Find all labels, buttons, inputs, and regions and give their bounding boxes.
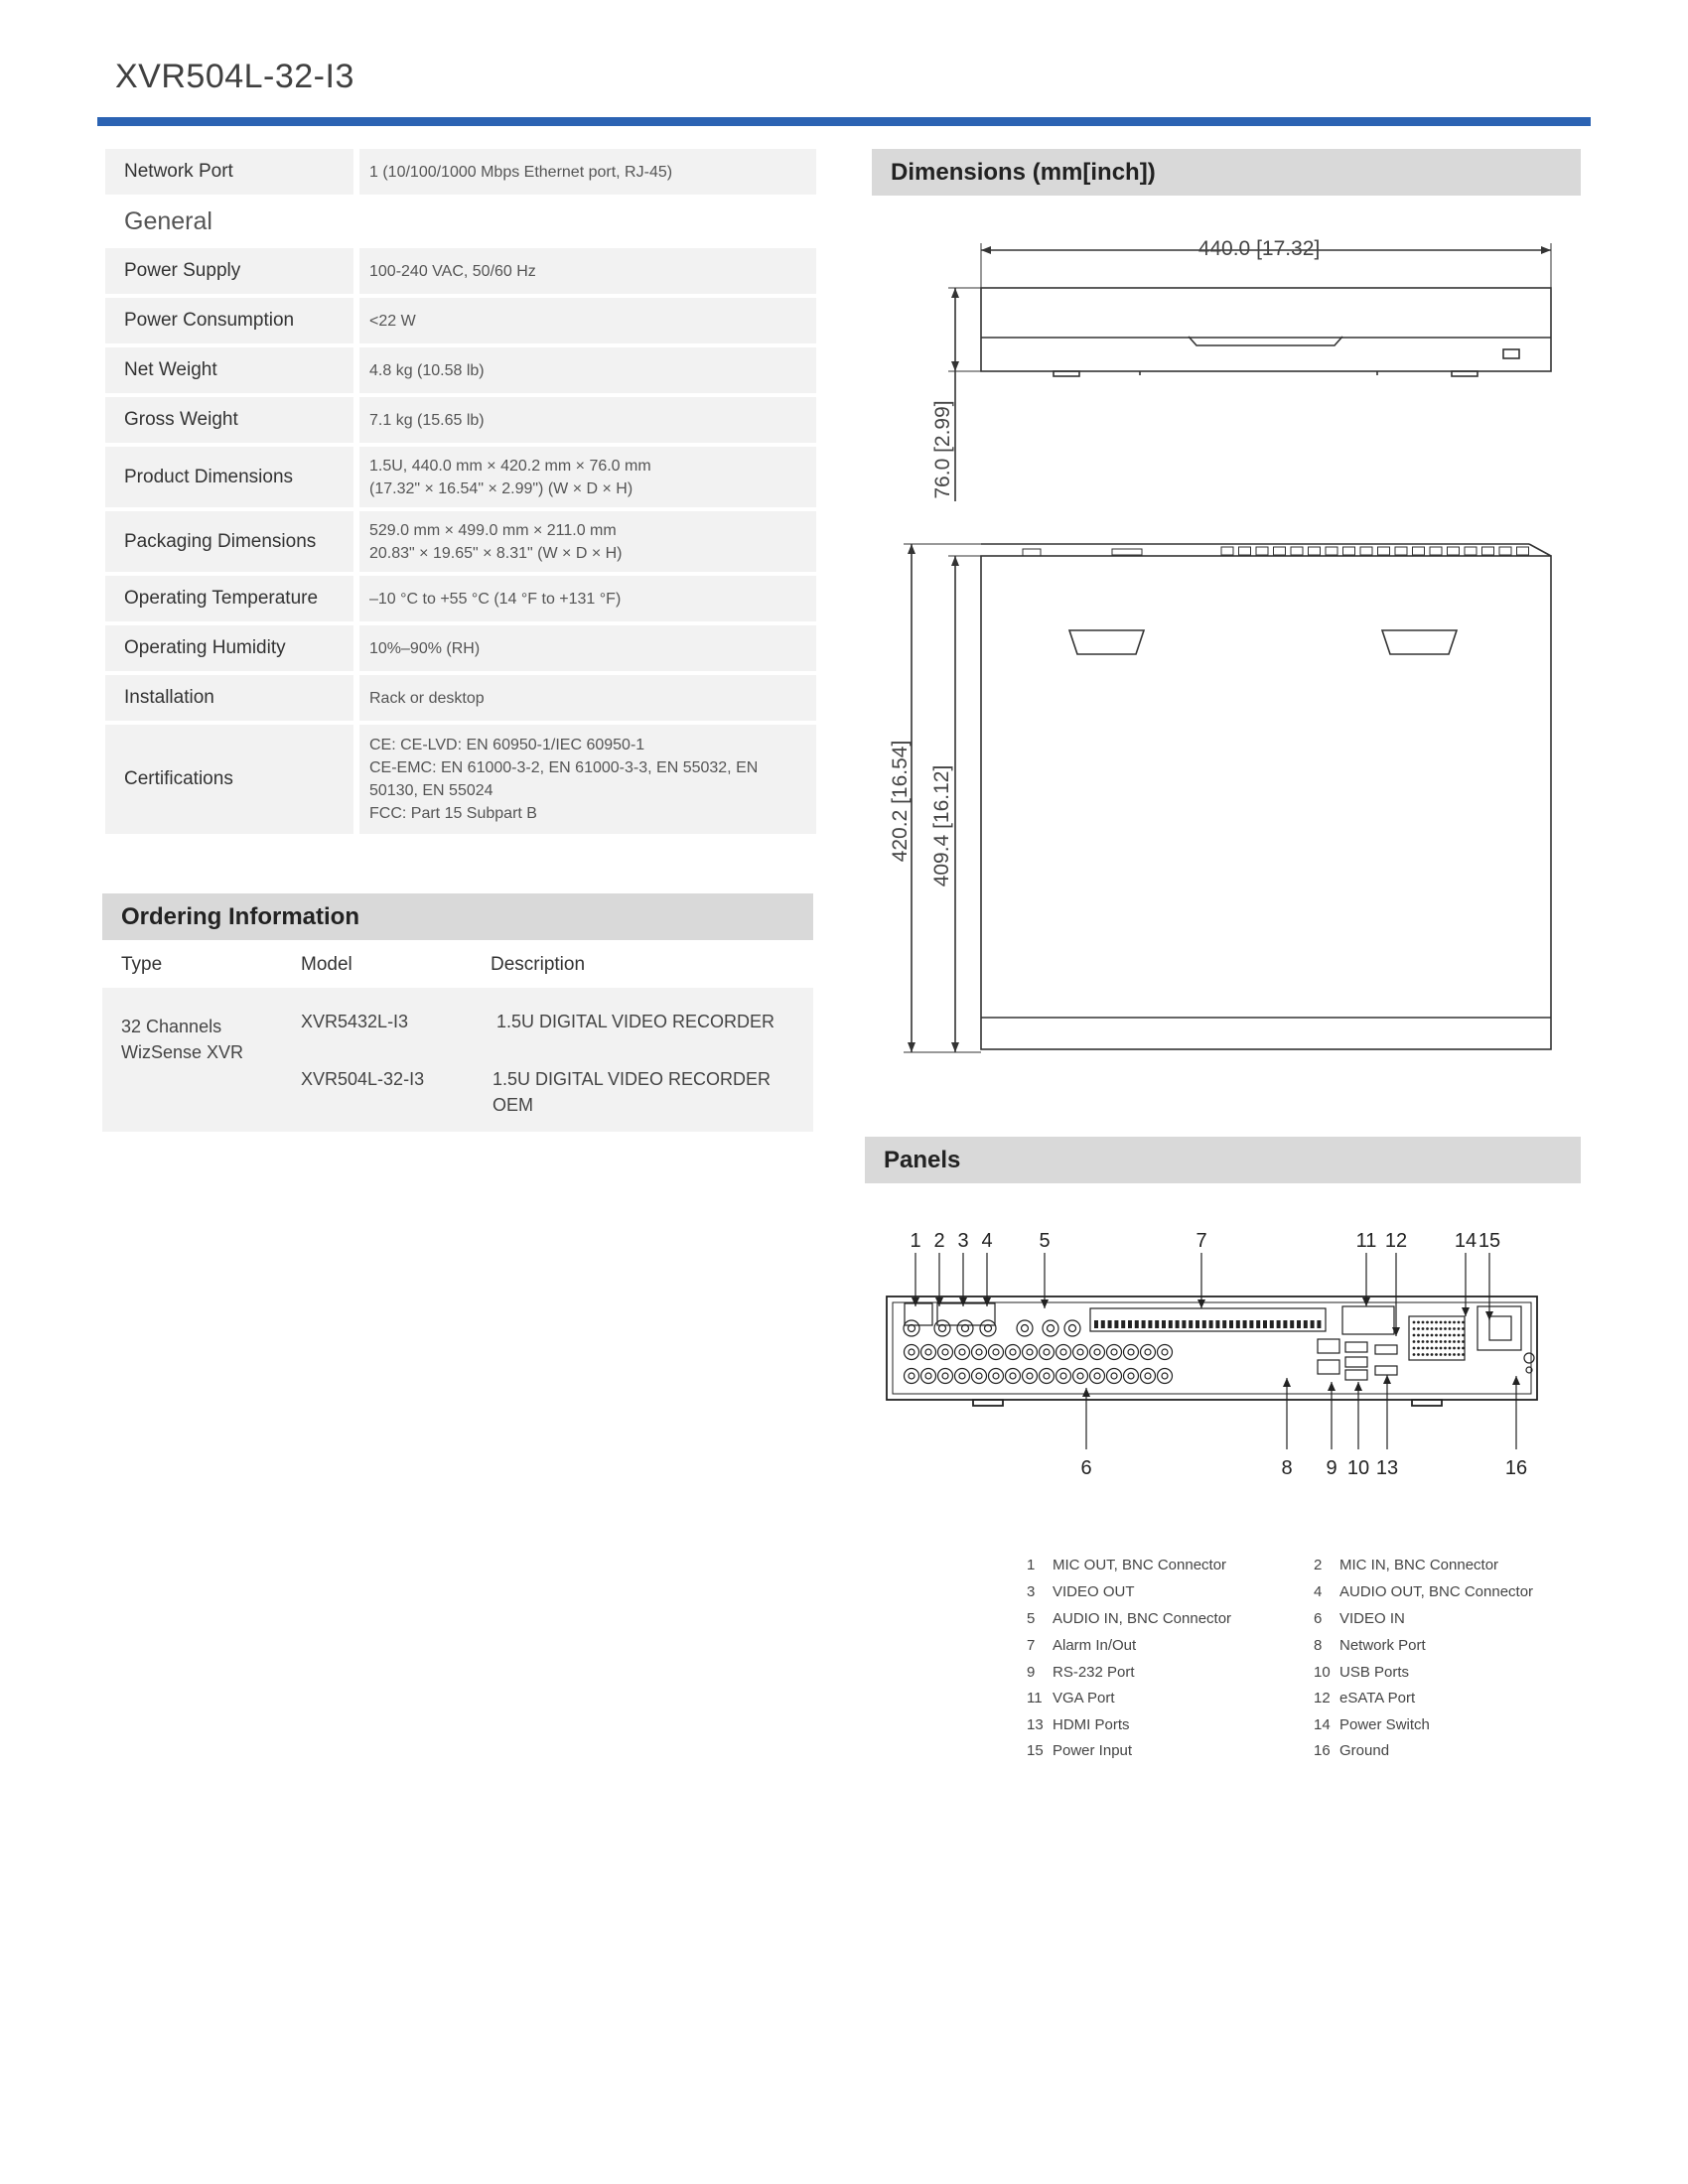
fan-grille-hole xyxy=(1444,1353,1447,1356)
callout-arrow xyxy=(1512,1376,1520,1385)
fan-grille-hole xyxy=(1462,1327,1465,1330)
fan-grille-hole xyxy=(1417,1321,1420,1324)
fan-grille-hole xyxy=(1458,1334,1461,1337)
spec-value: 4.8 kg (10.58 lb) xyxy=(359,347,816,393)
alarm-pin xyxy=(1094,1320,1098,1328)
fan-grille-hole xyxy=(1426,1327,1429,1330)
fan-grille-hole xyxy=(1413,1327,1416,1330)
bnc-connector xyxy=(976,1349,982,1355)
bnc-connector xyxy=(1111,1373,1117,1379)
fan-grille-hole xyxy=(1431,1334,1434,1337)
fan-grille-hole xyxy=(1462,1347,1465,1350)
bnc-connector xyxy=(972,1345,987,1360)
spec-value: 1 (10/100/1000 Mbps Ethernet port, RJ-45) xyxy=(359,149,816,195)
spec-label: Operating Humidity xyxy=(105,625,353,671)
fan-grille-hole xyxy=(1417,1340,1420,1343)
legend-item: 13 HDMI Ports xyxy=(1027,1716,1130,1733)
bnc-connector xyxy=(1094,1349,1100,1355)
ground-screw xyxy=(1524,1353,1534,1363)
legend-item: 9 RS-232 Port xyxy=(1027,1664,1135,1681)
alarm-pin xyxy=(1215,1320,1219,1328)
fan-grille-hole xyxy=(1422,1327,1425,1330)
bnc-connector xyxy=(1128,1349,1134,1355)
fan-grille-hole xyxy=(1440,1353,1443,1356)
bnc-connector xyxy=(1017,1320,1033,1336)
legend-item: 12 eSATA Port xyxy=(1314,1690,1416,1706)
bnc-connector xyxy=(959,1373,965,1379)
fan-grille-hole xyxy=(1435,1353,1438,1356)
alarm-pin xyxy=(1270,1320,1274,1328)
fan-grille-hole xyxy=(1431,1327,1434,1330)
fan-grille-hole xyxy=(1453,1347,1456,1350)
bnc-connector xyxy=(1141,1369,1156,1384)
spec-label: Net Weight xyxy=(105,347,353,393)
fan-grille-hole xyxy=(1458,1347,1461,1350)
bnc-connector xyxy=(1111,1349,1117,1355)
fan-grille-hole xyxy=(1422,1321,1425,1324)
fan-grille-hole xyxy=(1462,1321,1465,1324)
alarm-pin xyxy=(1114,1320,1118,1328)
legend-item: 8 Network Port xyxy=(1314,1637,1426,1654)
bnc-connector xyxy=(1094,1373,1100,1379)
bnc-connector xyxy=(1090,1369,1105,1384)
alarm-pin xyxy=(1236,1320,1240,1328)
bnc-connector xyxy=(1006,1345,1021,1360)
alarm-pin xyxy=(1135,1320,1139,1328)
fan-grille-hole xyxy=(1449,1327,1452,1330)
bnc-connector xyxy=(909,1349,914,1355)
bnc-connector xyxy=(1060,1349,1066,1355)
bnc-connector xyxy=(942,1373,948,1379)
callout-number: 15 xyxy=(1477,1230,1501,1252)
bnc-connector xyxy=(904,1320,919,1336)
callout-number: 9 xyxy=(1326,1457,1337,1479)
callout-arrow xyxy=(1354,1382,1362,1391)
ordering-description: 1.5U DIGITAL VIDEO RECORDER OEM xyxy=(492,1069,772,1115)
callout-arrow xyxy=(1197,1299,1205,1308)
fan-grille-hole xyxy=(1444,1334,1447,1337)
bnc-connector xyxy=(905,1345,919,1360)
bnc-connector xyxy=(1043,1320,1058,1336)
panels-heading: Panels xyxy=(865,1137,1581,1183)
bnc-connector xyxy=(1023,1345,1038,1360)
fan-grille-hole xyxy=(1458,1353,1461,1356)
type-line: 32 Channels xyxy=(121,1017,222,1036)
fan-grille-hole xyxy=(1413,1321,1416,1324)
fan-grille-hole xyxy=(1453,1321,1456,1324)
alarm-pin xyxy=(1121,1320,1125,1328)
callout-arrow xyxy=(1383,1375,1391,1384)
bnc-connector xyxy=(1145,1349,1151,1355)
bnc-connector xyxy=(959,1349,965,1355)
alarm-pin xyxy=(1283,1320,1287,1328)
fan-grille-hole xyxy=(1444,1327,1447,1330)
callout-number: 14 xyxy=(1454,1230,1477,1252)
fan-grille-hole xyxy=(1431,1353,1434,1356)
fan-grille-hole xyxy=(1444,1321,1447,1324)
fan-grille-hole xyxy=(1462,1334,1465,1337)
width-dimension-label: 440.0 [17.32] xyxy=(1197,237,1321,260)
fan-grille-hole xyxy=(1440,1347,1443,1350)
fan-grille-hole xyxy=(1449,1347,1452,1350)
bnc-connector xyxy=(1141,1345,1156,1360)
fan-grille-hole xyxy=(1413,1340,1416,1343)
bnc-connector xyxy=(993,1349,999,1355)
bnc-connector xyxy=(909,1373,914,1379)
ordering-model: XVR5432L-I3 xyxy=(301,1012,409,1031)
spec-label: Certifications xyxy=(105,725,353,834)
fan-grille-hole xyxy=(1435,1334,1438,1337)
callout-number: 1 xyxy=(910,1230,921,1252)
bnc-connector xyxy=(993,1373,999,1379)
spec-value-line: 50130, EN 55024 xyxy=(369,782,493,799)
bnc-connector xyxy=(1090,1345,1105,1360)
bnc-connector xyxy=(921,1345,936,1360)
alarm-pin xyxy=(1155,1320,1159,1328)
legend-item: 1 MIC OUT, BNC Connector xyxy=(1027,1557,1227,1573)
callout-number: 2 xyxy=(933,1230,945,1252)
fan-grille-hole xyxy=(1444,1347,1447,1350)
fan-grille-hole xyxy=(1440,1340,1443,1343)
page-title: XVR504L-32-I3 xyxy=(115,58,354,95)
bnc-connector xyxy=(1069,1325,1076,1332)
legend-item: 10 USB Ports xyxy=(1314,1664,1410,1681)
ordering-description: 1.5U DIGITAL VIDEO RECORDER xyxy=(496,1012,775,1031)
bnc-connector xyxy=(1158,1345,1173,1360)
fan-grille-hole xyxy=(1458,1340,1461,1343)
fan-grille-hole xyxy=(1431,1340,1434,1343)
bnc-connector xyxy=(1048,1325,1055,1332)
column-model: Model xyxy=(301,954,352,975)
bnc-connector xyxy=(1162,1349,1168,1355)
callout-arrow xyxy=(1462,1307,1470,1316)
fan-grille-hole xyxy=(1444,1340,1447,1343)
alarm-pin xyxy=(1182,1320,1186,1328)
bnc-connector xyxy=(1010,1373,1016,1379)
spec-value-line: 20.83" × 19.65" × 8.31" (W × D × H) xyxy=(369,544,623,562)
fan-grille-hole xyxy=(1426,1340,1429,1343)
fan-grille-hole xyxy=(1435,1347,1438,1350)
spec-value-line: 529.0 mm × 499.0 mm × 211.0 mm xyxy=(369,521,617,539)
spec-value-line: (17.32" × 16.54" × 2.99") (W × D × H) xyxy=(369,479,633,497)
fan-grille-hole xyxy=(1453,1340,1456,1343)
alarm-pin xyxy=(1290,1320,1294,1328)
section-general: General xyxy=(124,206,212,235)
legend-item: 7 Alarm In/Out xyxy=(1027,1637,1137,1654)
spec-label: Power Consumption xyxy=(105,298,353,343)
spec-value-line: CE-EMC: EN 61000-3-2, EN 61000-3-3, EN 55032, EN xyxy=(369,759,759,776)
fan-grille-hole xyxy=(1426,1353,1429,1356)
bnc-connector xyxy=(925,1349,931,1355)
spec-value: 7.1 kg (15.65 lb) xyxy=(359,397,816,443)
legend-item: 16 Ground xyxy=(1314,1742,1390,1759)
spec-value: 10%–90% (RH) xyxy=(359,625,816,671)
bnc-connector xyxy=(1107,1369,1122,1384)
alarm-pin xyxy=(1277,1320,1281,1328)
fan-grille-hole xyxy=(1417,1334,1420,1337)
alarm-pin xyxy=(1148,1320,1152,1328)
fan-grille-hole xyxy=(1413,1353,1416,1356)
bnc-connector xyxy=(1107,1345,1122,1360)
depth-dimension-label: 420.2 [16.54] xyxy=(889,740,912,863)
fan-grille-hole xyxy=(1413,1334,1416,1337)
callout-number: 8 xyxy=(1281,1457,1293,1479)
bnc-connector xyxy=(1044,1373,1050,1379)
fan-grille-hole xyxy=(1449,1340,1452,1343)
bnc-connector xyxy=(1158,1369,1173,1384)
legend-item: 5 AUDIO IN, BNC Connector xyxy=(1027,1610,1232,1627)
legend-item: 11 VGA Port xyxy=(1027,1690,1115,1706)
alarm-pin xyxy=(1189,1320,1193,1328)
callout-number: 6 xyxy=(1080,1457,1092,1479)
bnc-connector xyxy=(1040,1345,1055,1360)
spec-value-line: 1.5U, 440.0 mm × 420.2 mm × 76.0 mm xyxy=(369,457,651,475)
height-dimension-label: 76.0 [2.99] xyxy=(931,400,954,499)
fan-grille-hole xyxy=(1426,1334,1429,1337)
fan-grille-hole xyxy=(1453,1353,1456,1356)
legend-item: 4 AUDIO OUT, BNC Connector xyxy=(1314,1583,1534,1600)
ordering-model: XVR504L-32-I3 xyxy=(301,1069,425,1089)
alarm-pin xyxy=(1243,1320,1247,1328)
alarm-pin xyxy=(1202,1320,1206,1328)
alarm-pin xyxy=(1249,1320,1253,1328)
legend-item: 14 Power Switch xyxy=(1314,1716,1430,1733)
spec-label: Operating Temperature xyxy=(105,576,353,621)
bnc-connector xyxy=(934,1320,950,1336)
spec-label: Packaging Dimensions xyxy=(105,511,353,572)
bnc-connector xyxy=(905,1369,919,1384)
bnc-connector xyxy=(957,1320,973,1336)
bnc-connector xyxy=(1124,1369,1139,1384)
callout-arrow xyxy=(1041,1299,1049,1308)
bnc-connector xyxy=(1077,1349,1083,1355)
type-line: WizSense XVR xyxy=(121,1042,244,1062)
bnc-connector xyxy=(1060,1373,1066,1379)
bnc-connector xyxy=(921,1369,936,1384)
bnc-connector xyxy=(1027,1373,1033,1379)
legend-item: 2 MIC IN, BNC Connector xyxy=(1314,1557,1499,1573)
callout-number: 13 xyxy=(1375,1457,1399,1479)
callout-arrow xyxy=(1082,1388,1090,1397)
spec-value-line: CE: CE-LVD: EN 60950-1/IEC 60950-1 xyxy=(369,737,645,753)
fan-grille-hole xyxy=(1422,1340,1425,1343)
spec-label: Installation xyxy=(105,675,353,721)
bnc-connector xyxy=(980,1320,996,1336)
bnc-connector xyxy=(925,1373,931,1379)
callout-number: 4 xyxy=(981,1230,993,1252)
inner-depth-dimension-label: 409.4 [16.12] xyxy=(930,764,953,887)
bnc-connector xyxy=(1124,1345,1139,1360)
bnc-connector xyxy=(955,1369,970,1384)
bnc-connector xyxy=(1077,1373,1083,1379)
spec-label: Power Supply xyxy=(105,248,353,294)
fan-grille-hole xyxy=(1462,1340,1465,1343)
fan-grille-hole xyxy=(1417,1353,1420,1356)
dimensions-heading: Dimensions (mm[inch]) xyxy=(872,149,1581,196)
spec-value-line: FCC: Part 15 Subpart B xyxy=(369,805,537,822)
alarm-pin xyxy=(1304,1320,1308,1328)
spec-value: 100-240 VAC, 50/60 Hz xyxy=(359,248,816,294)
alarm-pin xyxy=(1142,1320,1146,1328)
bnc-connector xyxy=(1056,1369,1071,1384)
fan-grille-hole xyxy=(1435,1340,1438,1343)
callout-arrow xyxy=(1283,1378,1291,1387)
legend-item: 3 VIDEO OUT xyxy=(1027,1583,1135,1600)
fan-grille-hole xyxy=(1440,1321,1443,1324)
callout-number: 5 xyxy=(1039,1230,1051,1252)
bnc-connector xyxy=(1128,1373,1134,1379)
alarm-pin xyxy=(1297,1320,1301,1328)
bnc-connector xyxy=(976,1373,982,1379)
column-type: Type xyxy=(121,954,163,975)
alarm-pin xyxy=(1222,1320,1226,1328)
fan-grille-hole xyxy=(1417,1327,1420,1330)
alarm-pin xyxy=(1162,1320,1166,1328)
fan-grille-hole xyxy=(1449,1353,1452,1356)
spec-value: <22 W xyxy=(359,298,816,343)
bnc-connector xyxy=(1022,1325,1029,1332)
fan-grille-hole xyxy=(1440,1327,1443,1330)
bnc-connector xyxy=(989,1369,1004,1384)
fan-grille-hole xyxy=(1426,1347,1429,1350)
bnc-connector xyxy=(972,1369,987,1384)
callout-arrow xyxy=(1392,1327,1400,1336)
alarm-pin xyxy=(1209,1320,1213,1328)
legend-item: 15 Power Input xyxy=(1027,1742,1133,1759)
ordering-heading: Ordering Information xyxy=(102,893,813,940)
callout-number: 10 xyxy=(1346,1457,1370,1479)
alarm-pin xyxy=(1311,1320,1315,1328)
bnc-connector xyxy=(1064,1320,1080,1336)
bnc-connector xyxy=(1073,1345,1088,1360)
fan-grille-hole xyxy=(1426,1321,1429,1324)
bnc-connector xyxy=(1040,1369,1055,1384)
spec-value: Rack or desktop xyxy=(359,675,816,721)
bnc-connector xyxy=(989,1345,1004,1360)
fan-grille-hole xyxy=(1449,1334,1452,1337)
bnc-connector xyxy=(938,1369,953,1384)
fan-grille-hole xyxy=(1422,1347,1425,1350)
spec-label: Network Port xyxy=(105,149,353,195)
alarm-pin xyxy=(1229,1320,1233,1328)
fan-grille-hole xyxy=(1435,1327,1438,1330)
fan-grille-hole xyxy=(1435,1321,1438,1324)
bnc-connector xyxy=(938,1345,953,1360)
spec-label: Product Dimensions xyxy=(105,447,353,507)
alarm-pin xyxy=(1256,1320,1260,1328)
callout-number: 12 xyxy=(1384,1230,1408,1252)
spec-label: Gross Weight xyxy=(105,397,353,443)
callout-number: 3 xyxy=(957,1230,969,1252)
bnc-connector xyxy=(1023,1369,1038,1384)
alarm-pin xyxy=(1169,1320,1173,1328)
fan-grille-hole xyxy=(1422,1334,1425,1337)
alarm-pin xyxy=(1196,1320,1199,1328)
fan-grille-hole xyxy=(1458,1321,1461,1324)
bnc-connector xyxy=(955,1345,970,1360)
fan-grille-hole xyxy=(1431,1347,1434,1350)
alarm-pin xyxy=(1263,1320,1267,1328)
bnc-connector xyxy=(1006,1369,1021,1384)
alarm-pin xyxy=(1108,1320,1112,1328)
bnc-connector xyxy=(1010,1349,1016,1355)
fan-grille-hole xyxy=(1458,1327,1461,1330)
fan-grille-hole xyxy=(1413,1347,1416,1350)
callout-arrow xyxy=(1328,1382,1336,1391)
bnc-connector xyxy=(1073,1369,1088,1384)
alarm-pin xyxy=(1176,1320,1180,1328)
alarm-pin xyxy=(1128,1320,1132,1328)
fan-grille-hole xyxy=(1449,1321,1452,1324)
bnc-connector xyxy=(1044,1349,1050,1355)
fan-grille-hole xyxy=(1417,1347,1420,1350)
alarm-pin xyxy=(1317,1320,1321,1328)
alarm-pin xyxy=(1101,1320,1105,1328)
fan-grille-hole xyxy=(1431,1321,1434,1324)
fan-grille-hole xyxy=(1440,1334,1443,1337)
spec-value: –10 °C to +55 °C (14 °F to +131 °F) xyxy=(359,576,816,621)
fan-grille-hole xyxy=(1462,1353,1465,1356)
callout-number: 16 xyxy=(1504,1457,1528,1479)
bnc-connector xyxy=(1162,1373,1168,1379)
fan-grille-hole xyxy=(1422,1353,1425,1356)
legend-item: 6 VIDEO IN xyxy=(1314,1610,1405,1627)
bnc-connector xyxy=(942,1349,948,1355)
bnc-connector xyxy=(1027,1349,1033,1355)
column-description: Description xyxy=(491,954,586,975)
fan-grille-hole xyxy=(1453,1327,1456,1330)
callout-number: 11 xyxy=(1355,1230,1377,1252)
bnc-connector xyxy=(1145,1373,1151,1379)
bnc-connector xyxy=(1056,1345,1071,1360)
fan-grille-hole xyxy=(1453,1334,1456,1337)
callout-number: 7 xyxy=(1196,1230,1207,1252)
